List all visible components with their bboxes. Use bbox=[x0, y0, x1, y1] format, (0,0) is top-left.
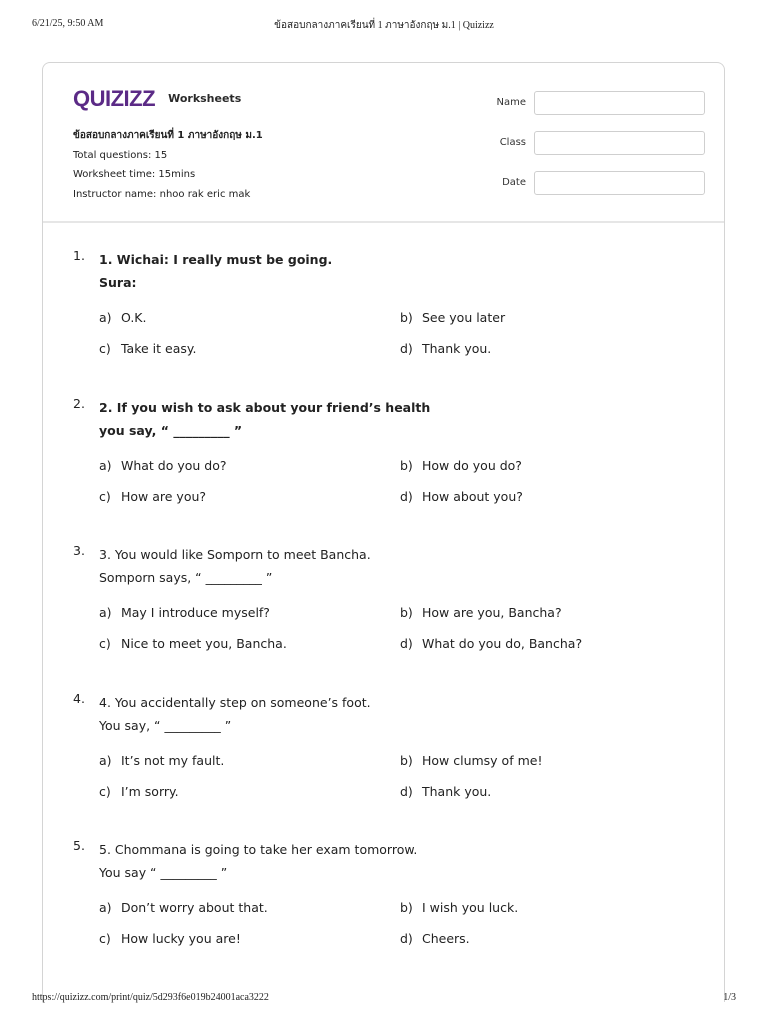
name-field-row bbox=[454, 91, 694, 131]
option-d: d) Thank you. bbox=[400, 341, 492, 356]
worksheet-title: ข้อสอบกลางภาคเรียนที่ 1 ภาษาอังกฤษ ม.1 bbox=[73, 130, 263, 141]
name-label: Name bbox=[496, 97, 526, 108]
option-c: c) How lucky you are! bbox=[99, 931, 241, 946]
question-text: 1. Wichai: I really must be going. Sura: bbox=[99, 252, 333, 290]
option-b: b) How clumsy of me! bbox=[400, 752, 543, 768]
page-number: 1/3 bbox=[723, 992, 736, 1003]
option-d: d) How about you? bbox=[400, 488, 523, 504]
question-text: 3. You would like Somporn to meet Bancha. Somporn says, “ _________ ” bbox=[99, 547, 371, 585]
class-label: Class bbox=[499, 137, 526, 148]
total-questions: Total questions: 15 bbox=[73, 149, 168, 161]
option-c: c) Nice to meet you, Bancha. bbox=[99, 636, 287, 651]
quizizz-logo bbox=[73, 85, 159, 111]
brand bbox=[73, 85, 241, 113]
student-fields bbox=[454, 91, 694, 211]
question-number: 5. bbox=[73, 838, 85, 853]
class-field-row bbox=[454, 131, 694, 171]
option-c: c) Take it easy. bbox=[99, 341, 197, 356]
brand-subtitle: Worksheets bbox=[168, 91, 242, 105]
worksheet-header bbox=[43, 63, 724, 223]
option-a: a) Don’t worry about that. bbox=[99, 900, 268, 915]
option-b: b) How are you, Bancha? bbox=[400, 605, 562, 620]
question-number: 4. bbox=[73, 690, 85, 706]
question-number: 2. bbox=[73, 395, 85, 411]
print-footer bbox=[32, 992, 736, 1006]
question-item bbox=[73, 396, 693, 544]
question-item bbox=[73, 691, 693, 839]
instructor-name: Instructor name: nhoo rak eric mak bbox=[73, 188, 251, 200]
print-url: https://quizizz.com/print/quiz/5d293f6e019b24001aca3222 bbox=[32, 992, 269, 1003]
option-d: d) What do you do, Bancha? bbox=[400, 636, 583, 651]
question-text: 5. Chommana is going to take her exam tomorrow. You say “ _________ ” bbox=[99, 842, 418, 880]
option-a: a) What do you do? bbox=[99, 457, 227, 473]
print-datetime: 6/21/25, 9:50 AM bbox=[32, 18, 104, 29]
question-number: 1. bbox=[73, 248, 85, 263]
worksheet-time: Worksheet time: 15mins bbox=[73, 169, 196, 180]
date-label: Date bbox=[502, 177, 526, 188]
print-page-title: ข้อสอบกลางภาคเรียนที่ 1 ภาษาอังกฤษ ม.1 | Quizizz bbox=[274, 20, 494, 31]
date-field-row bbox=[454, 171, 694, 211]
question-item bbox=[73, 543, 693, 691]
option-a: a) It’s not my fault. bbox=[99, 752, 225, 768]
class-field[interactable] bbox=[534, 131, 705, 155]
question-number: 3. bbox=[73, 543, 85, 558]
question-list bbox=[73, 248, 693, 986]
print-header bbox=[32, 18, 736, 32]
option-c: c) I’m sorry. bbox=[99, 783, 179, 799]
option-b: b) I wish you luck. bbox=[400, 900, 519, 915]
name-field[interactable] bbox=[534, 91, 705, 115]
option-b: b) See you later bbox=[400, 310, 506, 325]
question-text: 4. You accidentally step on someone’s foot. You say, “ _________ ” bbox=[99, 694, 371, 733]
option-c: c) How are you? bbox=[99, 488, 207, 504]
question-text: 2. If you wish to ask about your friend’s health you say, “ _________ ” bbox=[99, 399, 431, 438]
worksheet-card bbox=[42, 62, 725, 1002]
svg-text:QUIZIZZ: QUIZIZZ bbox=[73, 86, 156, 111]
option-b: b) How do you do? bbox=[400, 457, 522, 473]
option-d: d) Thank you. bbox=[400, 783, 492, 799]
worksheet-meta bbox=[73, 126, 263, 204]
option-a: a) O.K. bbox=[99, 310, 147, 325]
question-item bbox=[73, 838, 693, 986]
date-field[interactable] bbox=[534, 171, 705, 195]
question-item bbox=[73, 248, 693, 396]
option-a: a) May I introduce myself? bbox=[99, 605, 270, 620]
option-d: d) Cheers. bbox=[400, 931, 470, 946]
